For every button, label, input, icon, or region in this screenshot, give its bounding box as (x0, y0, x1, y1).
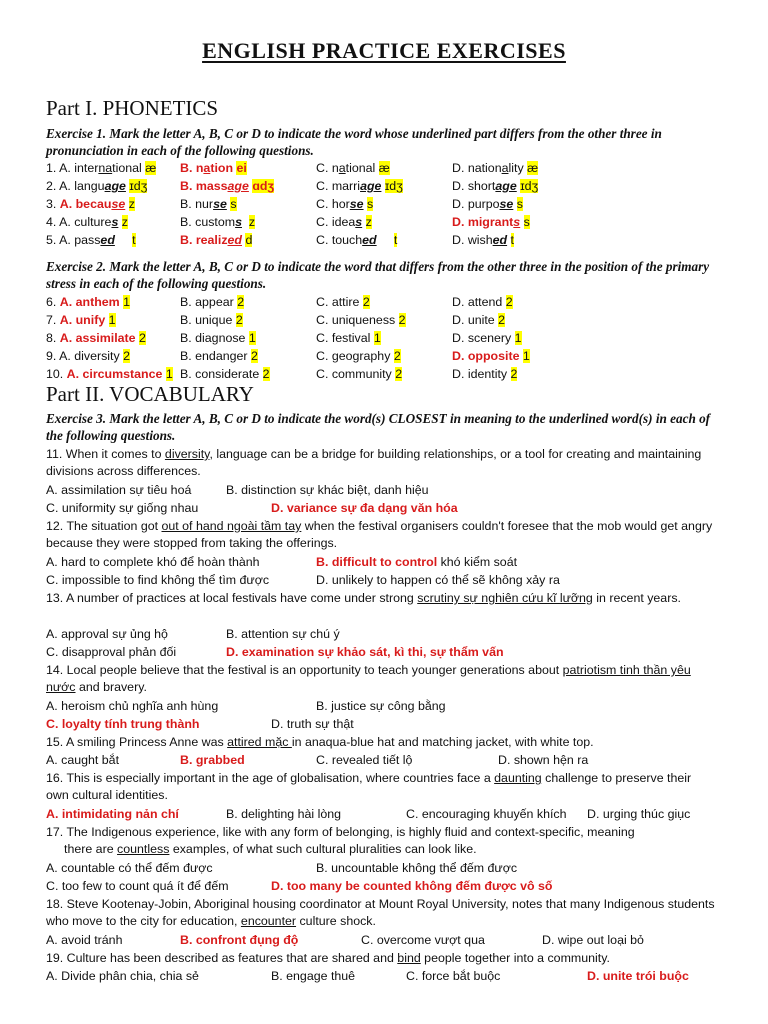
highlight-mark: t (393, 233, 398, 247)
option-text: A. diversity (59, 349, 120, 363)
option-d: D. truth sự thật (271, 717, 354, 731)
question-row (46, 348, 736, 365)
option-text: D. unite (452, 313, 495, 327)
question-stem: 13. A number of practices at local festivals have come under strong scrutiny sự nghiên cứu kĩ lưỡng in recent years. (46, 591, 681, 605)
option-c: C. too few to count quá ít để đếm (46, 879, 229, 893)
options-row (46, 482, 736, 499)
option-c: C. horse s (316, 197, 374, 211)
option-text: D. attend (452, 295, 503, 309)
question-row (46, 196, 736, 213)
highlight-mark: d (245, 233, 253, 247)
option-a: 2. A. language ɪdʒ (46, 179, 148, 193)
option-a: A. Divide phân chia, chia sẻ (46, 969, 199, 983)
highlight-mark: æ (145, 161, 157, 175)
option-a: 4. A. cultures z (46, 215, 128, 229)
question-row (46, 312, 736, 329)
highlight-mark: ɑdʒ (252, 179, 275, 193)
highlight-mark: 2 (123, 349, 131, 363)
highlight-mark: t (132, 233, 136, 247)
highlight-mark: æ (378, 161, 390, 175)
option-d: D. migrants s (452, 215, 530, 229)
options-row (46, 500, 736, 517)
option-b (180, 366, 270, 383)
answer-option: C. loyalty tính trung thành (46, 717, 200, 731)
option-text: C. geography (316, 349, 391, 363)
option-c: C. disapproval phản đối (46, 645, 177, 659)
option-a: A. heroism chủ nghĩa anh hùng (46, 699, 219, 713)
options-row (46, 698, 736, 715)
option-text: B. appear (180, 295, 234, 309)
option-text: B. endanger (180, 349, 248, 363)
option-c: C. national æ (316, 161, 390, 175)
option-b (180, 294, 244, 311)
question-stem: 17. The Indigenous experience, like with any form of belonging, is highly fluid and context-specific, meaning there are countless examples, of what such cultural pluralities can look like. (46, 825, 635, 856)
question-number: 6. (46, 295, 60, 309)
question-row (46, 214, 736, 231)
option-a: A. avoid tránh (46, 933, 123, 947)
option-d (452, 366, 517, 383)
option-c: C. impossible to find không thể tìm được (46, 573, 270, 587)
answer-option (452, 348, 530, 365)
option-b: B. justice sự công bằng (316, 699, 446, 713)
highlight-mark: 1 (165, 367, 173, 381)
answer-option: A. intimidating nản chí (46, 807, 179, 821)
question-row (46, 330, 736, 347)
highlight-mark: z (121, 215, 128, 229)
option-a: 5. A. passed t (46, 233, 136, 247)
option-c: C. revealed tiết lộ (316, 753, 413, 767)
option-text: A. circumstance (66, 367, 163, 381)
question-number: 7. (46, 313, 60, 327)
option-a: A. caught bắt (46, 753, 120, 767)
highlight-mark: ɪdʒ (520, 179, 539, 193)
highlight-mark: s (367, 197, 374, 211)
option-d: D. unlikely to happen có thể sẽ không xảy ra (316, 573, 560, 587)
option-d: D. nationality æ (452, 161, 539, 175)
highlight-mark: z (248, 215, 256, 229)
question-stem: 19. Culture has been described as features that are shared and bind people together into a community. (46, 951, 610, 965)
question-stem: 16. This is especially important in the age of globalisation, where countries face a daunting challenge to preserve their own cultural identities. (46, 771, 692, 802)
option-a (46, 348, 130, 365)
highlight-mark: s (516, 197, 523, 211)
option-c: C. overcome vượt qua (361, 933, 485, 947)
option-b: B. uncountable không thể đếm được (316, 861, 518, 875)
option-text: D. opposite (452, 349, 520, 363)
highlight-mark: 2 (262, 367, 270, 381)
option-c (316, 348, 401, 365)
option-d (452, 294, 513, 311)
part-heading-phonetics: Part I. PHONETICS (46, 96, 219, 120)
highlight-mark: 2 (395, 367, 403, 381)
highlight-mark: s (523, 215, 530, 229)
option-d: D. wipe out loại bỏ (542, 933, 644, 947)
question-stem: 11. When it comes to diversity, language can be a bridge for building relationships, or a tool for creating and maintaining divisions across differences. (46, 447, 702, 478)
highlight-mark: 1 (522, 349, 530, 363)
question-stem: 14. Local people believe that the festival is an opportunity to teach younger generations about patriotism tinh thần yêu nước and bravery. (46, 663, 691, 694)
option-c: C. force bắt buộc (406, 969, 501, 983)
option-a: A. hard to complete khó để hoàn thành (46, 555, 260, 569)
answer-option: B. grabbed (180, 753, 245, 767)
option-text: C. uniqueness (316, 313, 396, 327)
option-d: D. purpose s (452, 197, 523, 211)
highlight-mark: 2 (498, 313, 506, 327)
option-text: A. unify (59, 313, 106, 327)
option-c: C. touched t (316, 233, 398, 247)
option-a: 3. A. because z (46, 197, 135, 211)
highlight-mark: 2 (505, 295, 513, 309)
answer-option: B. confront đụng độ (180, 933, 299, 947)
option-c (316, 330, 381, 347)
question-row (46, 232, 736, 249)
highlight-mark: 2 (237, 295, 245, 309)
highlight-mark: t (510, 233, 514, 247)
answer-option: B. realized d (180, 233, 253, 247)
answer-option: B. nation ei (180, 161, 247, 175)
question-row (46, 294, 736, 311)
question-number: 8. (46, 331, 60, 345)
highlight-mark: 1 (514, 331, 522, 345)
highlight-mark: 2 (362, 295, 370, 309)
option-b: B. nurse s (180, 197, 237, 211)
option-d (452, 330, 522, 347)
highlight-mark: 2 (250, 349, 258, 363)
option-text: B. considerate (180, 367, 260, 381)
exercise-3-instruction: Exercise 3. Mark the letter A, B, C or D to indicate the word(s) CLOSEST in meaning to the underlined word(s) in each of the following questions. (46, 411, 711, 443)
option-b (180, 348, 258, 365)
option-b: B. engage thuê (271, 969, 356, 983)
options-row (46, 572, 736, 589)
option-d (452, 312, 505, 329)
question-row (46, 160, 736, 177)
option-text: B. unique (180, 313, 233, 327)
options-row (46, 554, 736, 571)
option-c (316, 294, 370, 311)
options-row (46, 806, 736, 823)
options-row (46, 860, 736, 877)
question-row (46, 178, 736, 195)
page-title: ENGLISH PRACTICE EXERCISES (202, 38, 566, 63)
option-text: D. scenery (452, 331, 512, 345)
answer-option: D. unite trói buộc (587, 969, 689, 983)
option-b: B. attention sự chú ý (226, 627, 340, 641)
highlight-mark: 1 (108, 313, 116, 327)
option-b: B. customs z (180, 215, 256, 229)
option-c (316, 312, 406, 329)
option-c: C. encouraging khuyến khích (406, 807, 567, 821)
options-row (46, 878, 736, 895)
highlight-mark: 2 (139, 331, 146, 345)
option-d: D. urging thúc giục (587, 807, 691, 821)
highlight-mark: 2 (393, 349, 401, 363)
highlight-mark: 2 (235, 313, 243, 327)
exercise-1-instruction: Exercise 1. Mark the letter A, B, C or D to indicate the word whose underlined part differs from the other three in pronunciation in each of the following questions. (46, 126, 662, 158)
question-stem: 18. Steve Kootenay-Jobin, Aboriginal housing coordinator at Mount Royal University, notes that many Indigenous students who move to the city for education, encounter culture shock. (46, 897, 715, 928)
answer-option: B. massage ɑdʒ (180, 179, 275, 193)
answer-option (46, 366, 173, 383)
option-text: A. anthem (59, 295, 120, 309)
highlight-mark: 2 (510, 367, 518, 381)
option-d: D. shown hện ra (498, 753, 589, 767)
answer-option: D. variance sự đa dạng văn hóa (271, 501, 458, 515)
option-d: D. wished t (452, 233, 514, 247)
highlight-mark: ɪdʒ (384, 179, 403, 193)
options-row (46, 752, 736, 769)
highlight-mark: 1 (248, 331, 256, 345)
answer-option (46, 294, 130, 311)
option-text: B. diagnose (180, 331, 246, 345)
options-row (46, 626, 736, 643)
highlight-mark: z (128, 197, 135, 211)
question-stem: 15. A smiling Princess Anne was attired mặc in anaqua-blue hat and matching jacket, with white top. (46, 735, 594, 749)
option-d: D. shortage ɪdʒ (452, 179, 539, 193)
part-heading-vocabulary: Part II. VOCABULARY (46, 382, 254, 406)
option-c: C. marriage ɪdʒ (316, 179, 403, 193)
option-text: A. assimilate (59, 331, 136, 345)
option-a: A. countable có thể đếm được (46, 861, 213, 875)
options-row (46, 932, 736, 949)
highlight-mark: s (230, 197, 237, 211)
option-c: C. uniformity sự giống nhau (46, 501, 199, 515)
option-text: C. festival (316, 331, 371, 345)
option-c: C. ideas z (316, 215, 372, 229)
highlight-mark: ɪdʒ (129, 179, 148, 193)
answer-option: D. too many be counted không đếm được vô số (271, 879, 553, 893)
highlight-mark: 1 (373, 331, 381, 345)
options-row (46, 716, 736, 733)
option-a: A. assimilation sự tiêu hoá (46, 483, 192, 497)
options-row (46, 644, 736, 661)
question-number: 9. (46, 349, 60, 363)
highlight-mark: ei (236, 161, 247, 175)
option-a: 1. A. international æ (46, 161, 157, 175)
highlight-mark: z (365, 215, 372, 229)
question-number: 10. (46, 367, 67, 381)
option-b: B. delighting hài lòng (226, 807, 342, 821)
answer-option: B. difficult to control khó kiểm soát (316, 555, 518, 569)
highlight-mark: 2 (398, 313, 406, 327)
answer-option: D. examination sự khảo sát, kì thi, sự thẩm vấn (226, 645, 504, 659)
options-row (46, 968, 736, 985)
highlight-mark: æ (527, 161, 539, 175)
exercise-2-instruction: Exercise 2. Mark the letter A, B, C or D to indicate the word that differs from the other three in the position of the primary stress in each of the following questions. (46, 259, 710, 291)
option-c (316, 366, 402, 383)
option-a: A. approval sự ủng hộ (46, 627, 168, 641)
answer-option (46, 330, 146, 347)
option-text: C. attire (316, 295, 360, 309)
question-row (46, 366, 736, 383)
answer-option (46, 312, 116, 329)
option-b (180, 330, 256, 347)
option-text: D. identity (452, 367, 508, 381)
highlight-mark: 1 (123, 295, 131, 309)
option-b: B. distinction sự khác biệt, danh hiệu (226, 483, 429, 497)
question-stem: 12. The situation got out of hand ngoài tầm tay when the festival organisers couldn't foresee that the mob would get angry because they were stopped from taking the offerings. (46, 519, 713, 550)
option-text: C. community (316, 367, 392, 381)
option-b (180, 312, 243, 329)
